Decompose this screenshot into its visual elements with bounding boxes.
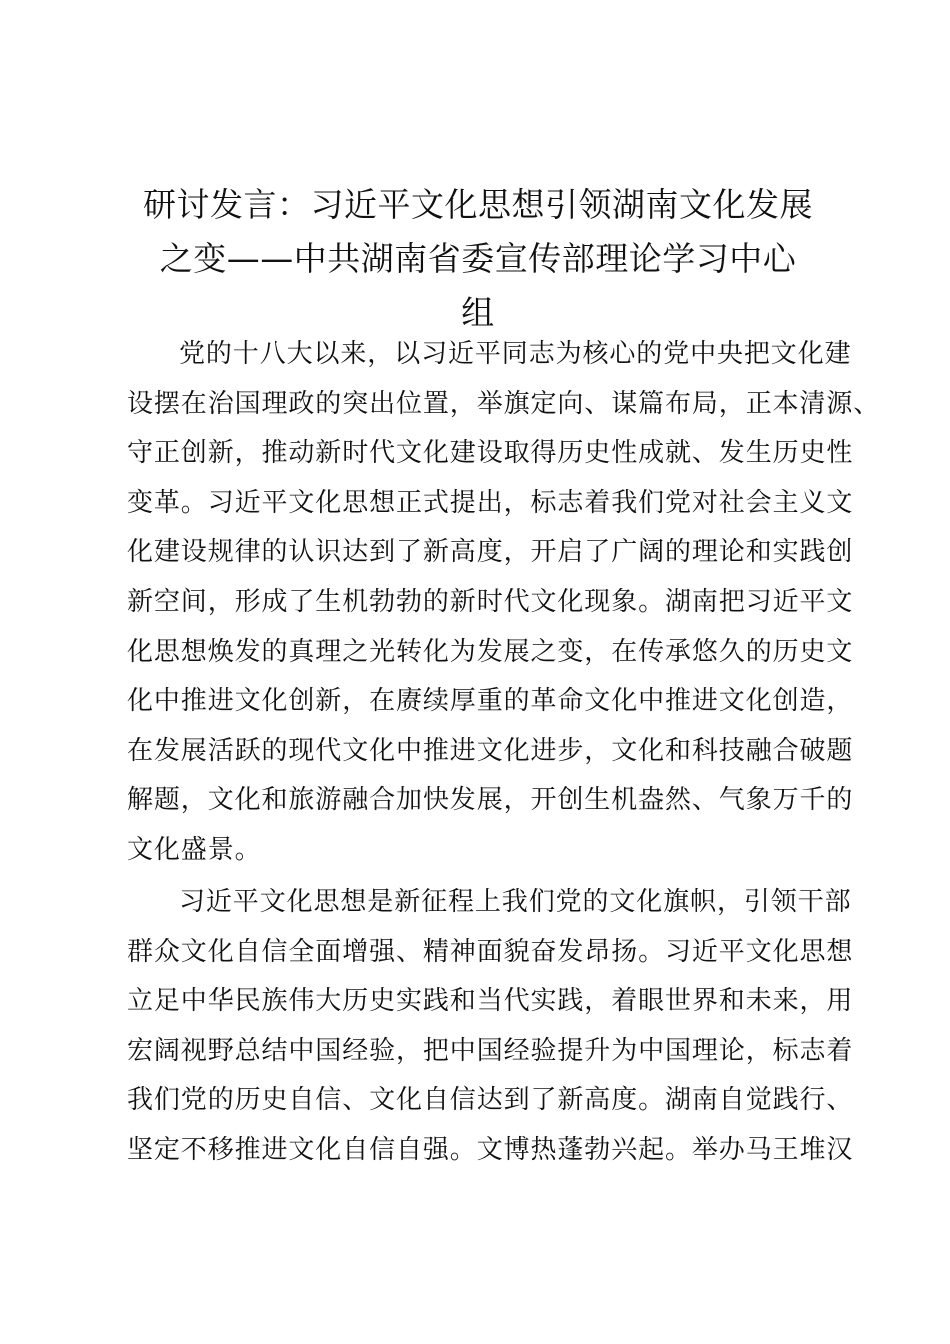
paragraph-line: 设摆在治国理政的突出位置，举旗定向、谋篇布局，正本清源、 xyxy=(127,388,881,419)
paragraph-line: 化建设规律的认识达到了新高度，开启了广阔的理论和实践创 xyxy=(127,537,854,568)
title-line: 研讨发言：习近平文化思想引领湖南文化发展 xyxy=(143,185,813,224)
paragraph-line: 坚定不移推进文化自信自强。文博热蓬勃兴起。举办马王堆汉 xyxy=(127,1134,854,1165)
paragraph-line: 变革。习近平文化思想正式提出，标志着我们党对社会主义文 xyxy=(127,487,854,518)
title-line: 组 xyxy=(461,293,495,332)
paragraph-line: 我们党的历史自信、文化自信达到了新高度。湖南自觉践行、 xyxy=(127,1085,854,1116)
paragraph-1 xyxy=(127,330,881,876)
paragraph-line: 习近平文化思想是新征程上我们党的文化旗帜，引领干部 xyxy=(179,887,852,917)
paragraph-line: 党的十八大以来，以习近平同志为核心的党中央把文化建 xyxy=(179,339,852,369)
paragraph-line: 宏阔视野总结中国经验，把中国经验提升为中国理论，标志着 xyxy=(127,1035,854,1066)
paragraph-line: 立足中华民族伟大历史实践和当代实践，着眼世界和未来，用 xyxy=(127,986,854,1017)
paragraph-line: 在发展活跃的现代文化中推进文化进步，文化和科技融合破题 xyxy=(127,735,854,766)
paragraph-line: 文化盛景。 xyxy=(127,834,262,865)
document-title xyxy=(120,178,836,340)
paragraph-line: 解题，文化和旅游融合加快发展，开创生机盎然、气象万千的 xyxy=(127,785,854,816)
paragraph-2 xyxy=(127,878,854,1176)
title-line: 之变——中共湖南省委宣传部理论学习中心 xyxy=(159,239,797,278)
paragraph-line: 化中推进文化创新，在赓续厚重的革命文化中推进文化创造， xyxy=(127,686,854,717)
paragraph-line: 群众文化自信全面增强、精神面貌奋发昂扬。习近平文化思想 xyxy=(127,936,854,967)
paragraph-line: 新空间，形成了生机勃勃的新时代文化现象。湖南把习近平文 xyxy=(127,586,854,617)
paragraph-line: 化思想焕发的真理之光转化为发展之变，在传承悠久的历史文 xyxy=(127,636,854,667)
paragraph-line: 守正创新，推动新时代文化建设取得历史性成就、发生历史性 xyxy=(127,438,854,469)
